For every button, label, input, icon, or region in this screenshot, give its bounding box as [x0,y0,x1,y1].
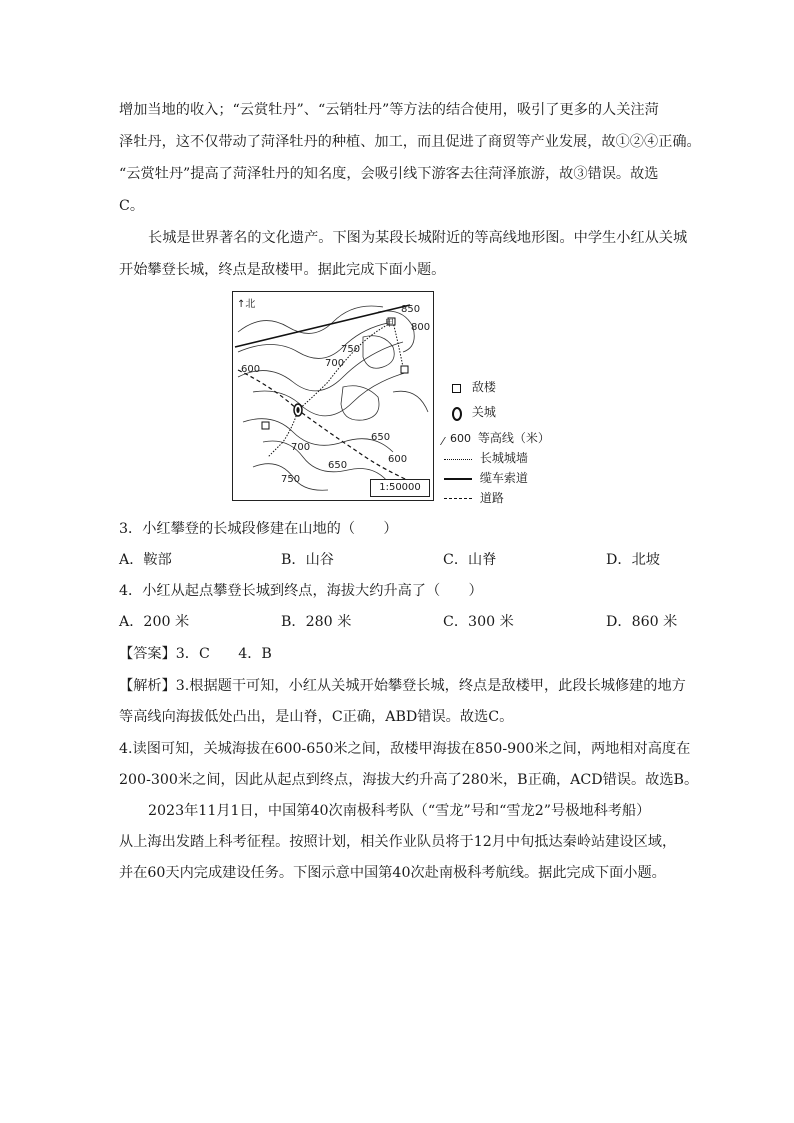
contour-icon: ⁄ 600 [442,431,471,448]
next-stem-line-2: 从上海出发踏上科考征程。按照计划，相关作业队员将于12月中旬抵达秦岭站建设区域， [119,834,677,850]
road-line-icon [442,492,476,506]
map-scale: 1:50000 [370,479,430,497]
intro-line-1: 增加当地的收入；“云赏牡丹”、“云销牡丹”等方法的结合使用，吸引了更多的人关注菏 [119,102,659,118]
q3-option-b[interactable]: B．山谷 [281,552,334,568]
contour-label-700-bottom: 700 [291,442,311,453]
question-4: 4．小红从起点攀登长城到终点，海拔大约升高了（ ） [119,583,483,599]
pass-icon [442,406,468,420]
q4-option-a[interactable]: A．200 米 [119,614,190,630]
analysis-line-4: 200-300米之间，因此从起点到终点，海拔大约升高了280米，B正确，ACD错误。故选B。 [119,772,699,788]
contour-label-650-right: 650 [371,432,391,443]
q4-option-b[interactable]: B．280 米 [281,614,352,630]
legend-contour [442,429,550,447]
legend-wall [442,449,528,467]
question-3: 3．小红攀登的长城段修建在山地的（ ） [119,521,398,537]
answer-line: 【答案】3．C 4．B [119,646,272,662]
legend-road-label: 道路 [479,491,504,505]
legend-road [442,489,504,507]
legend-cable [442,469,528,487]
next-stem-line-3: 并在60天内完成建设任务。下图示意中国第40次赴南极科考航线。据此完成下面小题。 [119,865,666,881]
q4-option-c[interactable]: C．300 米 [443,614,514,630]
intro-line-2: 泽牡丹，这不仅带动了菏泽牡丹的种植、加工，而且促进了商贸等产业发展，故①②④正确。 [119,134,701,150]
q4-option-d[interactable]: D．860 米 [606,614,678,630]
q3-option-a[interactable]: A．鞍部 [119,552,172,568]
stem-line-1: 长城是世界著名的文化遗产。下图为某段长城附近的等高线地形图。中学生小红从关城 [148,230,688,246]
tower-jia-label: 甲 [385,319,395,329]
legend-contour-label: 等高线（米） [477,431,550,445]
contour-label-800: 800 [411,322,431,333]
q3-option-d[interactable]: D．北坡 [606,552,660,568]
north-arrow: ↑北 [237,299,256,310]
contour-label-650-bottom: 650 [328,460,348,471]
contour-label-700: 700 [325,358,345,369]
tower-icon [442,381,468,395]
cable-line-icon [442,472,476,486]
intro-line-4: C。 [119,198,145,214]
legend-pass-label: 关城 [471,405,496,419]
legend-pass [442,403,496,421]
legend-wall-label: 长城城墙 [479,451,528,465]
stem-line-2: 开始攀登长城，终点是敌楼甲。据此完成下面小题。 [119,262,446,278]
legend-tower-label: 敌楼 [471,380,496,394]
analysis-line-1: 【解析】3.根据题干可知，小红从关城开始攀登长城，终点是敌楼甲，此段长城修建的地方 [119,678,686,694]
contour-label-750-bottom: 750 [281,474,301,485]
contour-label-750: 750 [341,344,361,355]
q3-option-c[interactable]: C．山脊 [443,552,497,568]
contour-label-850: 850 [401,304,421,315]
analysis-line-3: 4.读图可知，关城海拔在600-650米之间，敌楼甲海拔在850-900米之间，两地相对高度在 [119,741,691,757]
contour-label-600-right: 600 [388,454,408,465]
contour-label-600-left: 600 [241,364,261,375]
next-stem-line-1: 2023年11月1日，中国第40次南极科考队（“雪龙”号和“雪龙2”号极地科考船） [148,803,651,819]
legend-cable-label: 缆车索道 [479,471,528,485]
contour-map [232,291,434,501]
analysis-line-2: 等高线向海拔低处凸出，是山脊，C正确，ABD错误。故选C。 [119,709,514,725]
intro-line-3: “云赏牡丹”提高了菏泽牡丹的知名度，会吸引线下游客去往菏泽旅游，故③错误。故选 [119,166,659,182]
wall-line-icon [442,452,476,466]
legend-tower [442,378,496,396]
contour-sample: 600 [450,431,471,445]
